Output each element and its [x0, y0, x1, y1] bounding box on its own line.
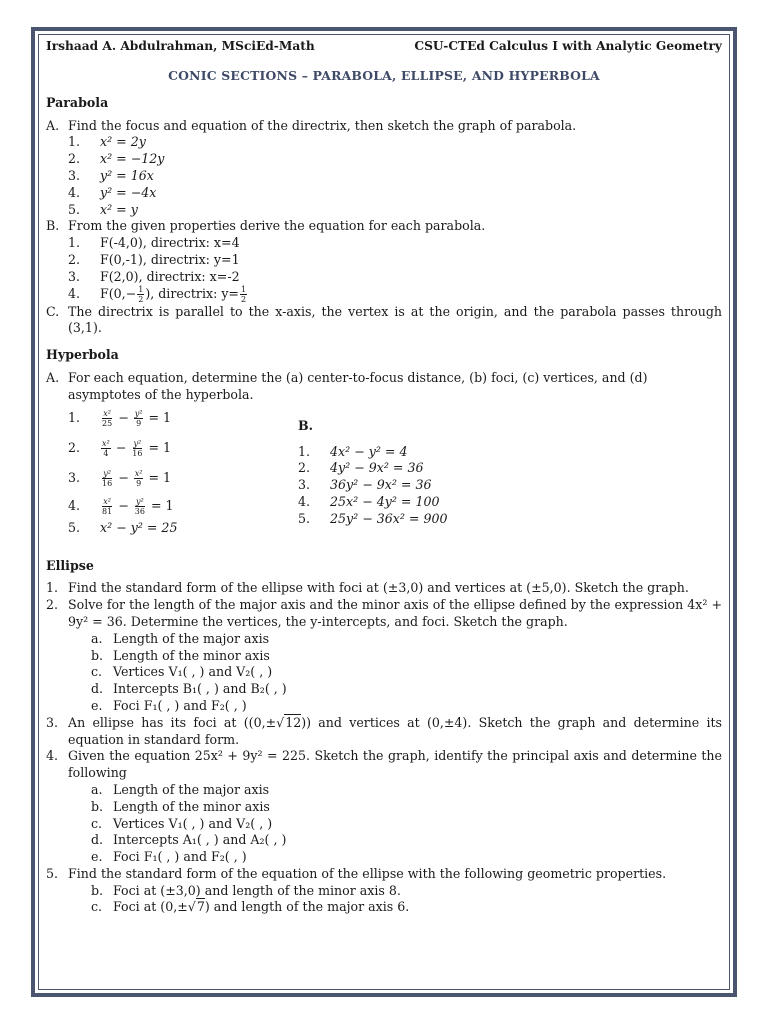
- list-item: d. Intercepts A₁( , ) and A₂( , ): [91, 832, 287, 848]
- ellipse-item-2: 2. Solve for the length of the major axis and the minor axis of the ellipse defined by the expression 4x² + 9y² = 36. Determine the vertices, the y-intercepts, and foci. Sketch the graph.: [46, 597, 722, 629]
- equation: x² = −12y: [100, 151, 165, 167]
- list-item: 2. $\frac{\text{x²}}{4}$ − $\frac{\text{y²}}{16}$ = 1: [68, 439, 172, 459]
- list-item: 1. F(-4,0), directrix: x=4: [68, 235, 240, 251]
- list-item: a. Length of the major axis: [91, 630, 270, 646]
- equation: 4y² − 9x² = 36: [330, 460, 424, 476]
- list-item: 5. x² − y² = 25: [68, 520, 178, 536]
- equation: x² − y² = 25: [100, 520, 178, 536]
- list-item: 2. 4y² − 9x² = 36: [298, 460, 424, 476]
- list-item: a. Length of the major axis: [91, 781, 270, 797]
- list-item: 4. 25x² − 4y² = 100: [298, 493, 440, 509]
- section-heading-ellipse: Ellipse: [46, 557, 94, 573]
- hyperbola-list-a: [46, 404, 296, 538]
- fraction: $\frac{\text{x²}}{81}$: [102, 497, 113, 517]
- list-item: e. Foci F₁( , ) and F₂( , ): [91, 849, 247, 865]
- list-item: b. Length of the minor axis: [91, 647, 270, 663]
- equation: 25x² − 4y² = 100: [330, 493, 440, 509]
- fraction: $\frac{\text{x²}}{25}$: [102, 409, 113, 429]
- list-item: 3. $\frac{\text{y²}}{16}$ − $\frac{\text{x²}}{9}$ = 1: [68, 469, 172, 489]
- course-name: CSU-CTEd Calculus I with Analytic Geometry: [414, 38, 722, 53]
- section-heading-parabola: Parabola: [46, 94, 109, 110]
- list-item: c. Vertices V₁( , ) and V₂( , ): [91, 664, 273, 680]
- page-header: [46, 36, 722, 56]
- list-item: 4. F(0,− $\frac{1}{2}$ ), directrix: y= $\frac{1}{2}$: [68, 285, 247, 305]
- list-item: 4. y² = −4x: [68, 184, 157, 200]
- equation: y² = 16x: [100, 167, 154, 183]
- fraction: $\frac{1}{2}$: [241, 285, 247, 305]
- list-item: b. Foci at (±3,0) and length of the minor axis 8.: [91, 882, 401, 898]
- equation: 4x² − y² = 4: [330, 443, 408, 459]
- fraction: $\frac{\text{y²}}{9}$: [134, 409, 143, 429]
- list-item: b. Length of the minor axis: [91, 798, 270, 814]
- equation: x² = y: [100, 201, 138, 217]
- list-item: 2. x² = −12y: [68, 151, 165, 167]
- list-item: 1. x² = 2y: [68, 134, 146, 150]
- fraction: $\frac{\text{y²}}{16}$: [132, 439, 143, 459]
- page-title: CONIC SECTIONS – PARABOLA, ELLIPSE, AND HYPERBOLA: [168, 68, 600, 83]
- list-item: 5. x² = y: [68, 201, 138, 217]
- section-heading-hyperbola: Hyperbola: [46, 347, 119, 363]
- hyperbola-part-b-label: B.: [298, 417, 314, 433]
- fraction: $\frac{\text{x²}}{9}$: [134, 469, 143, 489]
- equation: x² = 2y: [100, 134, 146, 150]
- sqrt-radicand: 12: [285, 714, 302, 730]
- ellipse-item-5: 5. Find the standard form of the equation of the ellipse with the following geometric properties.: [46, 865, 667, 881]
- list-item: 1. 4x² − y² = 4: [298, 443, 408, 459]
- parabola-part-b: B. From the given properties derive the equation for each parabola.: [46, 218, 486, 234]
- equation: 36y² − 9x² = 36: [330, 477, 432, 493]
- list-item: 2. F(0,-1), directrix: y=1: [68, 251, 240, 267]
- list-item: 5. 25y² − 36x² = 900: [298, 510, 448, 526]
- fraction: $\frac{\text{x²}}{4}$: [102, 439, 110, 459]
- author-name: Irshaad A. Abdulrahman, MSciEd-Math: [46, 38, 315, 53]
- list-item: d. Intercepts B₁( , ) and B₂( , ): [91, 681, 287, 697]
- worksheet: [46, 36, 722, 916]
- hyperbola-lists: [46, 404, 722, 554]
- parabola-part-a: A. Find the focus and equation of the directrix, then sketch the graph of parabola.: [46, 117, 577, 133]
- list-item: 1. $\frac{\text{x²}}{25}$ − $\frac{\text{y²}}{9}$ = 1: [68, 409, 172, 429]
- ellipse-item-1: 1. Find the standard form of the ellipse with foci at (±3,0) and vertices at (±5,0). Sketch the graph.: [46, 580, 689, 596]
- list-item: 3. 36y² − 9x² = 36: [298, 477, 432, 493]
- list-item: c. Vertices V₁( , ) and V₂( , ): [91, 815, 273, 831]
- list-item: 3. F(2,0), directrix: x=-2: [68, 268, 240, 284]
- list-item: e. Foci F₁( , ) and F₂( , ): [91, 697, 247, 713]
- fraction: $\frac{\text{y²}}{16}$: [102, 469, 113, 489]
- hyperbola-part-a: A. For each equation, determine the (a) center-to-focus distance, (b) foci, (c) vertices, and (d) asymptotes of the hyperbola.: [46, 369, 648, 402]
- list-item: 4. $\frac{\text{x²}}{81}$ − $\frac{\text{y²}}{36}$ = 1: [68, 497, 174, 517]
- equation: y² = −4x: [100, 184, 157, 200]
- ellipse-item-3: 3. An ellipse has its foci at ((0,±√12)) and vertices at (0,±4). Sketch the graph and determine its equation in standard form.: [46, 714, 722, 747]
- list-item: 3. y² = 16x: [68, 167, 154, 183]
- hyperbola-list-b: [298, 404, 598, 528]
- parabola-part-c: C. The directrix is parallel to the x-axis, the vertex is at the origin, and the parabola passes through (3,1).: [46, 303, 722, 336]
- ellipse-item-4: 4. Given the equation 25x² + 9y² = 225. Sketch the graph, identify the principal axis and determine the following: [46, 748, 722, 781]
- fraction: $\frac{1}{2}$: [138, 285, 144, 305]
- list-item: c. Foci at (0,±√7) and length of the major axis 6.: [91, 899, 410, 915]
- fraction: $\frac{\text{y²}}{36}$: [134, 497, 145, 517]
- sqrt-radicand: 7: [196, 899, 205, 915]
- equation: 25y² − 36x² = 900: [330, 510, 448, 526]
